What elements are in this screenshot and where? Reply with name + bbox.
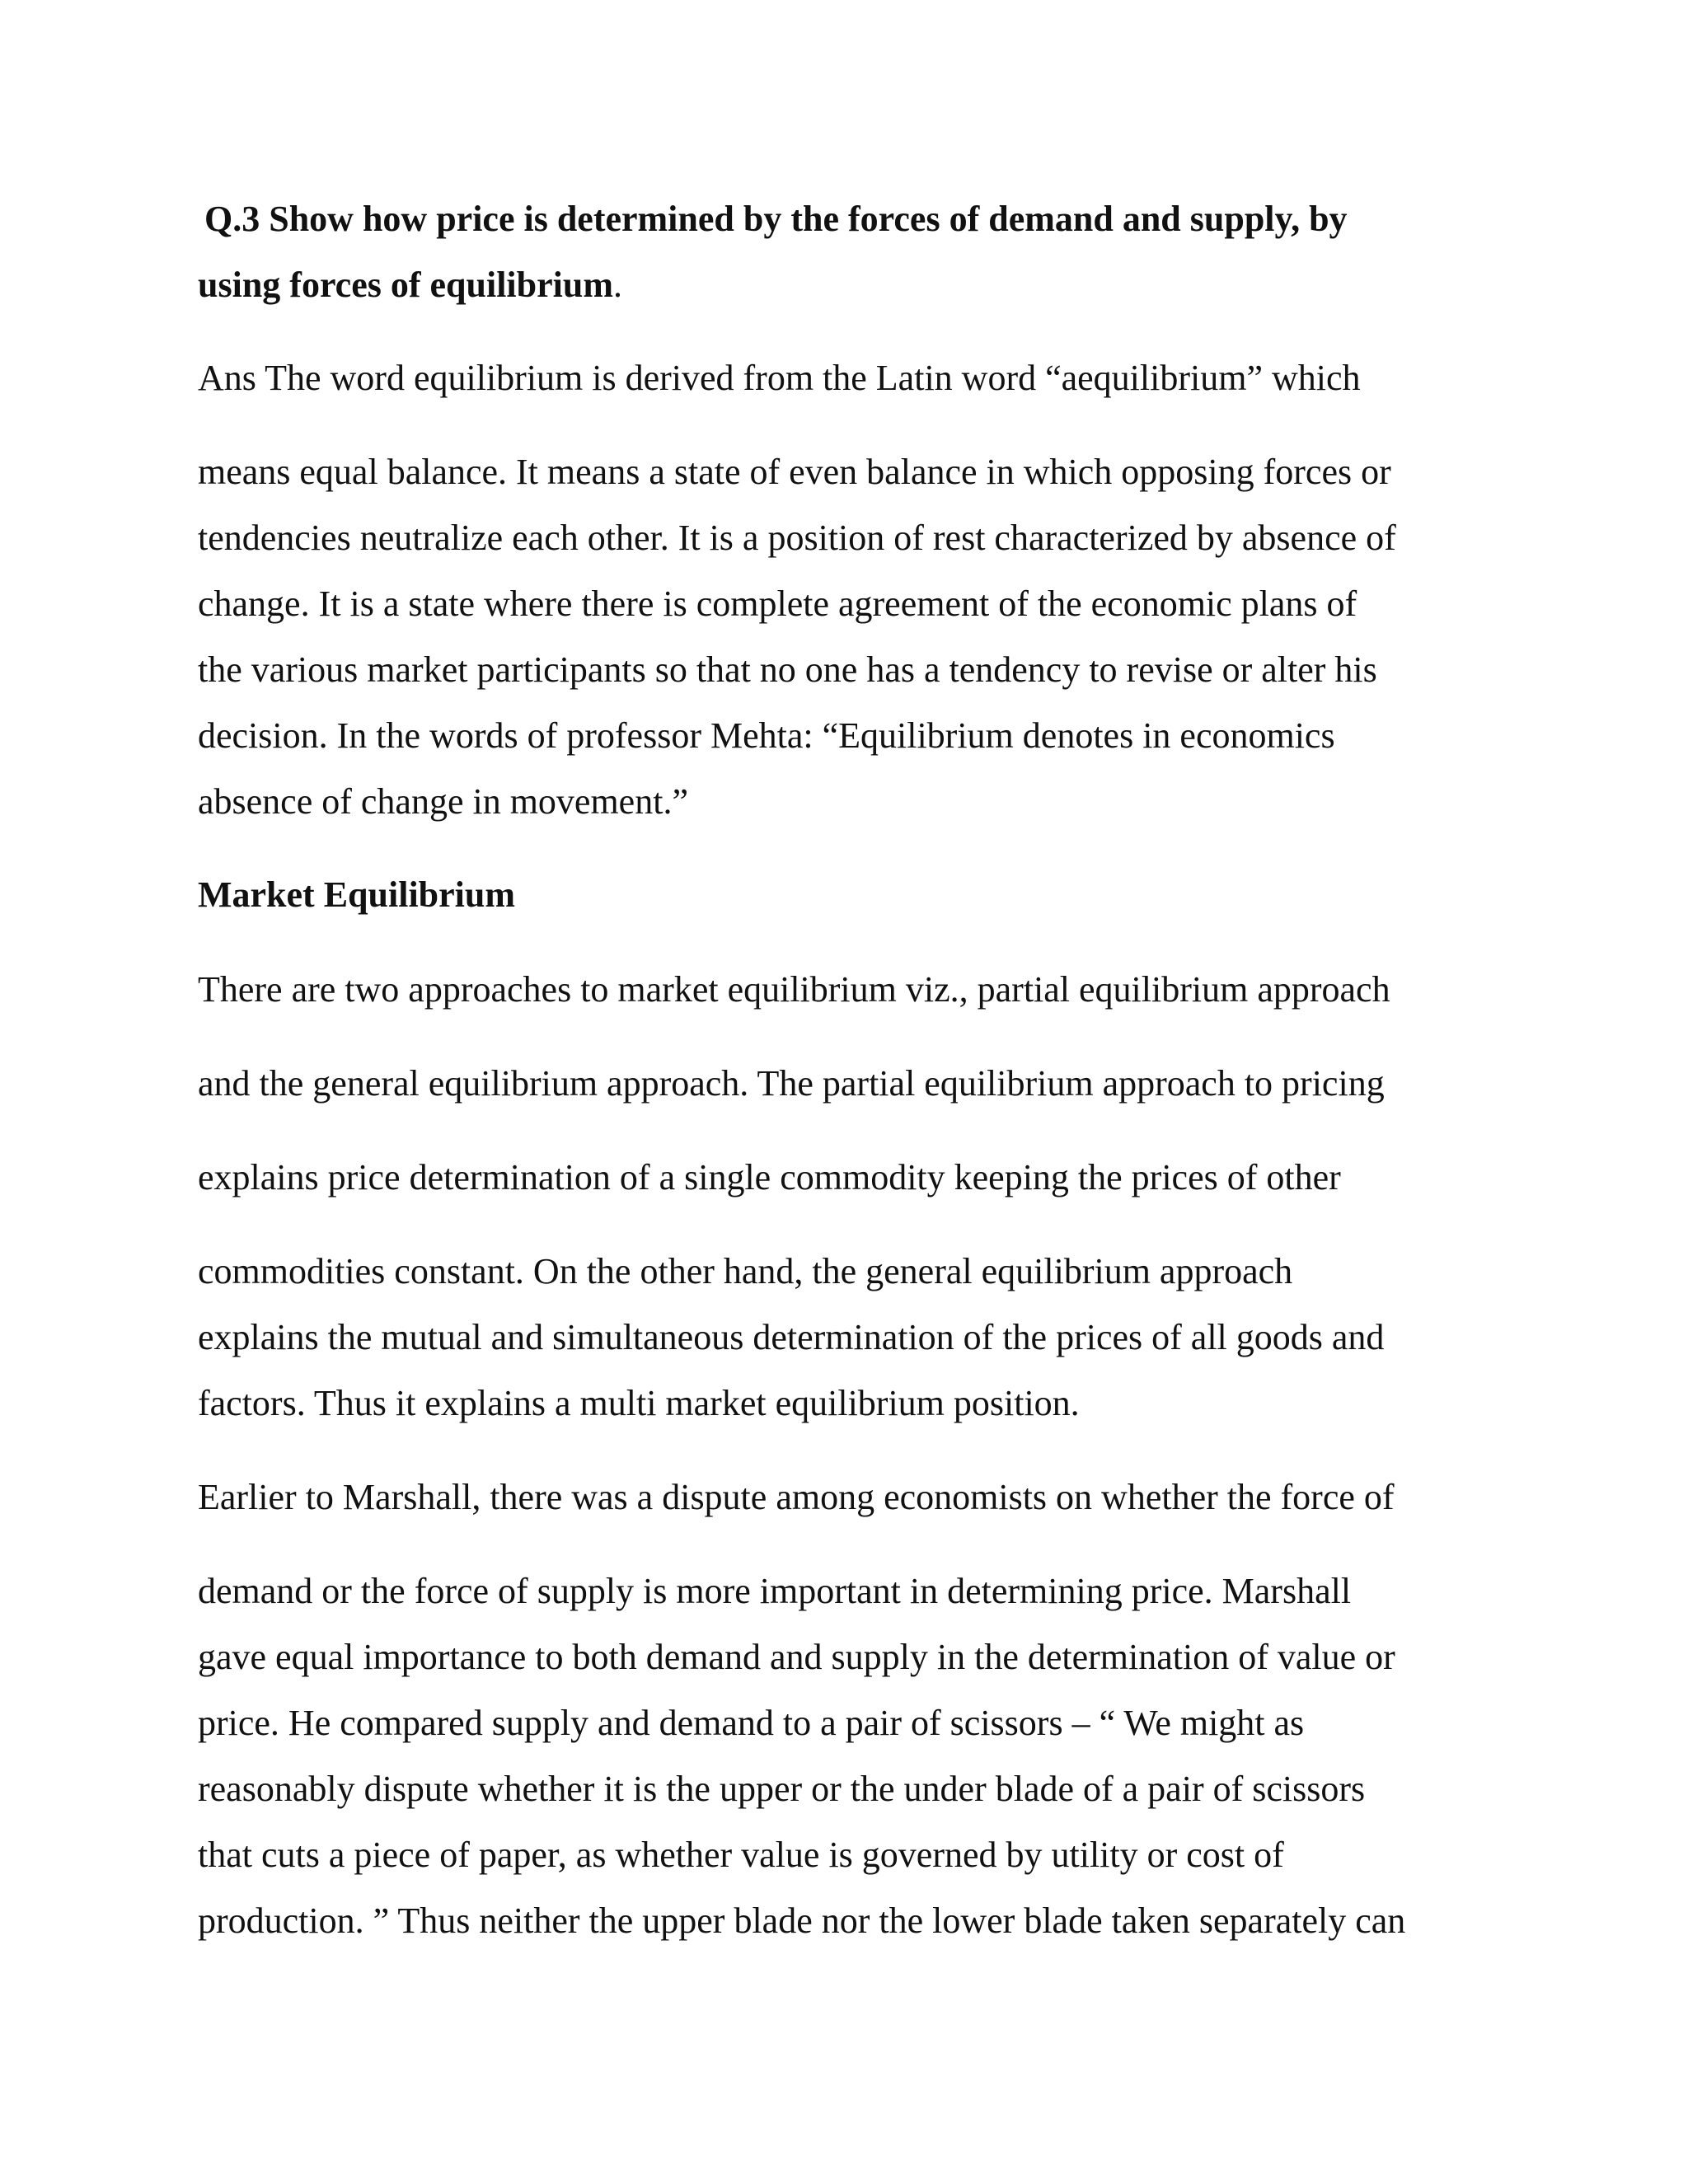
paragraph2-line-4: commodities constant. On the other hand, the general equilibrium approach [198, 1251, 1293, 1291]
paragraph2-line-3: explains price determination of a single commodity keeping the prices of other [198, 1157, 1341, 1197]
paragraph3-line-1: Earlier to Marshall, there was a dispute among economists on whether the force of [198, 1477, 1395, 1517]
answer-line-6: decision. In the words of professor Mehta: “Equilibrium denotes in economics [198, 715, 1335, 756]
paragraph3-line-7: production. ” Thus neither the upper blade nor the lower blade taken separately can [198, 1900, 1406, 1941]
answer-line-1: Ans The word equilibrium is derived from the Latin word “aequilibrium” which [198, 358, 1361, 398]
paragraph2-line-2: and the general equilibrium approach. The partial equilibrium approach to pricing [198, 1063, 1385, 1104]
question-title-line-1: Q.3 Show how price is determined by the forces of demand and supply, by [204, 199, 1348, 239]
paragraph3-line-6: that cuts a piece of paper, as whether value is governed by utility or cost of [198, 1835, 1284, 1875]
answer-line-5: the various market participants so that no one has a tendency to revise or alter his [198, 649, 1377, 690]
paragraph3-line-3: gave equal importance to both demand and supply in the determination of value or [198, 1637, 1395, 1677]
answer-line-3: tendencies neutralize each other. It is a position of rest characterized by absence of [198, 518, 1396, 558]
answer-line-7: absence of change in movement.” [198, 781, 688, 822]
answer-line-2: means equal balance. It means a state of even balance in which opposing forces or [198, 452, 1391, 492]
answer-line-4: change. It is a state where there is complete agreement of the economic plans of [198, 583, 1357, 624]
paragraph3-line-2: demand or the force of supply is more important in determining price. Marshall [198, 1571, 1352, 1611]
paragraph2-line-1: There are two approaches to market equilibrium viz., partial equilibrium approach [198, 969, 1390, 1010]
question-title-emphasis: using forces of equilibrium [198, 265, 614, 305]
question-title-line-2 [198, 262, 622, 308]
paragraph2-line-5: explains the mutual and simultaneous determination of the prices of all goods and [198, 1317, 1385, 1357]
paragraph3-line-4: price. He compared supply and demand to a pair of scissors – “ We might as [198, 1703, 1305, 1743]
question-title-period: . [613, 265, 623, 305]
section-heading: Market Equilibrium [198, 874, 516, 915]
paragraph2-line-6: factors. Thus it explains a multi market equilibrium position. [198, 1383, 1080, 1423]
paragraph3-line-5: reasonably dispute whether it is the upper or the under blade of a pair of scissors [198, 1769, 1366, 1809]
